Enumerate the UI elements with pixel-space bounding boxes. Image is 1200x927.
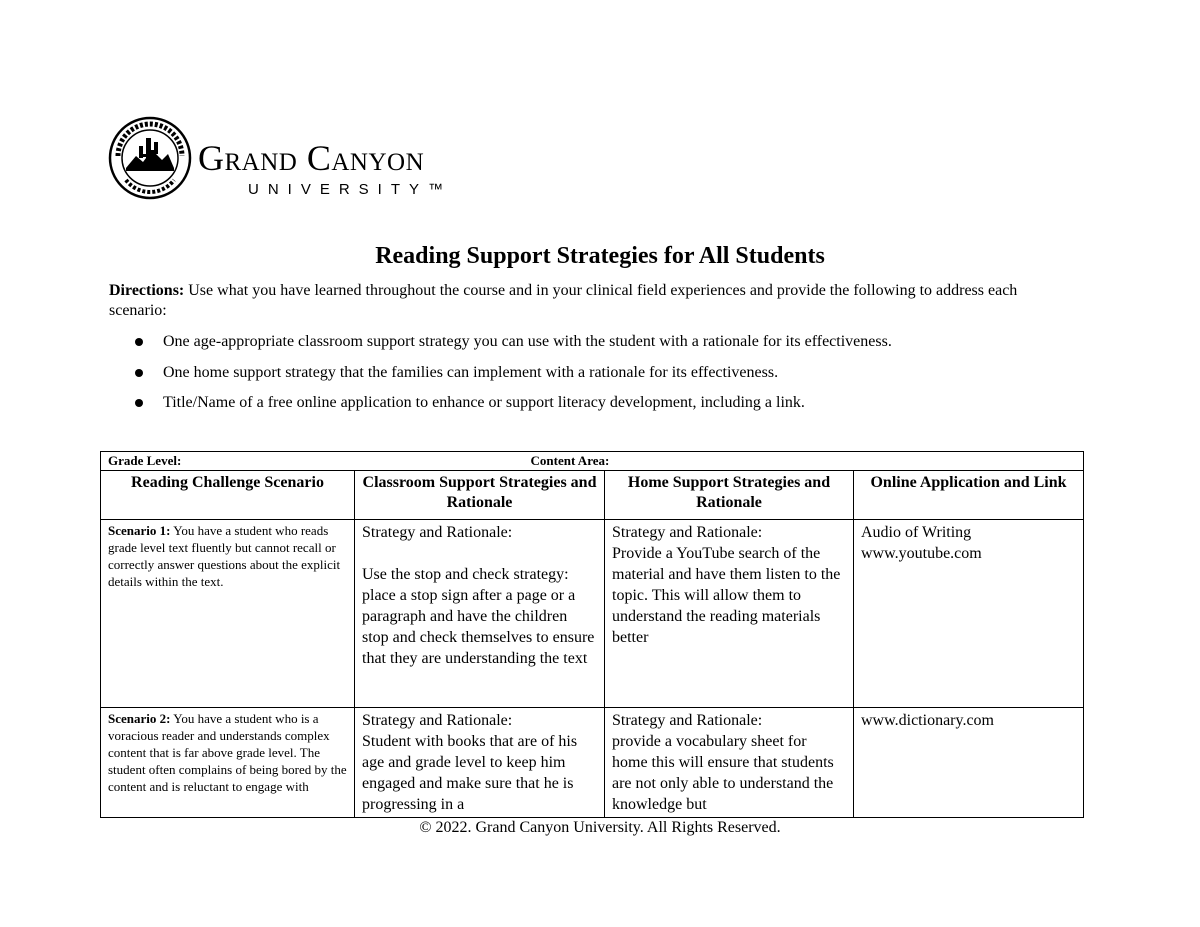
- classroom-strategy-cell[interactable]: [355, 708, 605, 818]
- home-heading: Strategy and Rationale:: [612, 524, 763, 541]
- bullet-icon: [135, 338, 143, 346]
- bullet-icon: [135, 369, 143, 377]
- column-header: Reading Challenge Scenario: [101, 471, 355, 520]
- content-area-label: Content Area:: [530, 453, 610, 468]
- column-header: Classroom Support Strategies and Rationale: [355, 471, 605, 520]
- directions-text: Use what you have learned throughout the course and in your clinical field experiences and provide the following to address each scenario:: [109, 282, 1018, 319]
- scenario-text: You have a student who reads grade level text fluently but cannot recall or correctly answer questions about the explicit details within the text.: [108, 523, 341, 589]
- classroom-text: Use the stop and check strategy: place a stop sign after a page or a paragraph and have the children stop and check themselves to ensure that they are understanding the text: [362, 566, 595, 667]
- grade-level-cell: [101, 452, 355, 471]
- table-row: [101, 452, 1084, 471]
- classroom-heading: Strategy and Rationale:: [362, 712, 513, 729]
- bullet-list: [109, 332, 1069, 424]
- directions-label: Directions:: [109, 282, 185, 299]
- scenario-label: Scenario 1:: [108, 523, 171, 538]
- classroom-heading: Strategy and Rationale:: [362, 524, 513, 541]
- table-row: [101, 520, 1084, 708]
- university-seal-icon: [108, 116, 192, 200]
- column-header: Online Application and Link: [854, 471, 1084, 520]
- university-logo: [108, 116, 488, 202]
- scenario-text: You have a student who is a voracious reader and understands complex content that is far above grade level. The student often complains of being bored by the content and is reluctant to engage with: [108, 711, 347, 794]
- scenario-label: Scenario 2:: [108, 711, 171, 726]
- online-app-cell[interactable]: [854, 708, 1084, 818]
- directions: [109, 281, 1069, 321]
- logo-subtitle: UNIVERSITY™: [248, 181, 453, 198]
- list-item: Title/Name of a free online application to enhance or support literacy development, including a link.: [109, 393, 1069, 424]
- table-row: [101, 708, 1084, 818]
- online-app-link[interactable]: www.dictionary.com: [861, 712, 994, 729]
- table-header-row: [101, 471, 1084, 520]
- grade-level-label: Grade Level:: [108, 453, 182, 468]
- bullet-icon: [135, 399, 143, 407]
- scenario-cell: [101, 708, 355, 818]
- online-app-title: Audio of Writing: [861, 524, 972, 541]
- classroom-strategy-cell[interactable]: [355, 520, 605, 708]
- column-header: Home Support Strategies and Rationale: [605, 471, 854, 520]
- scenario-cell: [101, 520, 355, 708]
- home-strategy-cell[interactable]: [605, 708, 854, 818]
- list-item: One home support strategy that the families can implement with a rationale for its effectiveness.: [109, 363, 1069, 394]
- strategies-table: [100, 451, 1084, 818]
- online-app-cell[interactable]: [854, 520, 1084, 708]
- home-text: Provide a YouTube search of the material and have them listen to the topic. This will allow them to understand the reading materials better: [612, 545, 841, 646]
- content-area-cell: [355, 452, 1084, 471]
- home-heading: Strategy and Rationale:: [612, 712, 763, 729]
- copyright-footer: © 2022. Grand Canyon University. All Rights Reserved.: [419, 819, 781, 836]
- home-text: provide a vocabulary sheet for home this will ensure that students are not only able to understand the knowledge but: [612, 733, 834, 813]
- logo-name: Grand Canyon: [198, 138, 425, 178]
- page-title: Reading Support Strategies for All Students: [375, 243, 825, 269]
- list-item: One age-appropriate classroom support strategy you can use with the student with a rationale for its effectiveness.: [109, 332, 1069, 363]
- online-app-link[interactable]: www.youtube.com: [861, 545, 982, 562]
- classroom-text: Student with books that are of his age and grade level to keep him engaged and make sure that he is progressing in a: [362, 733, 578, 813]
- home-strategy-cell[interactable]: [605, 520, 854, 708]
